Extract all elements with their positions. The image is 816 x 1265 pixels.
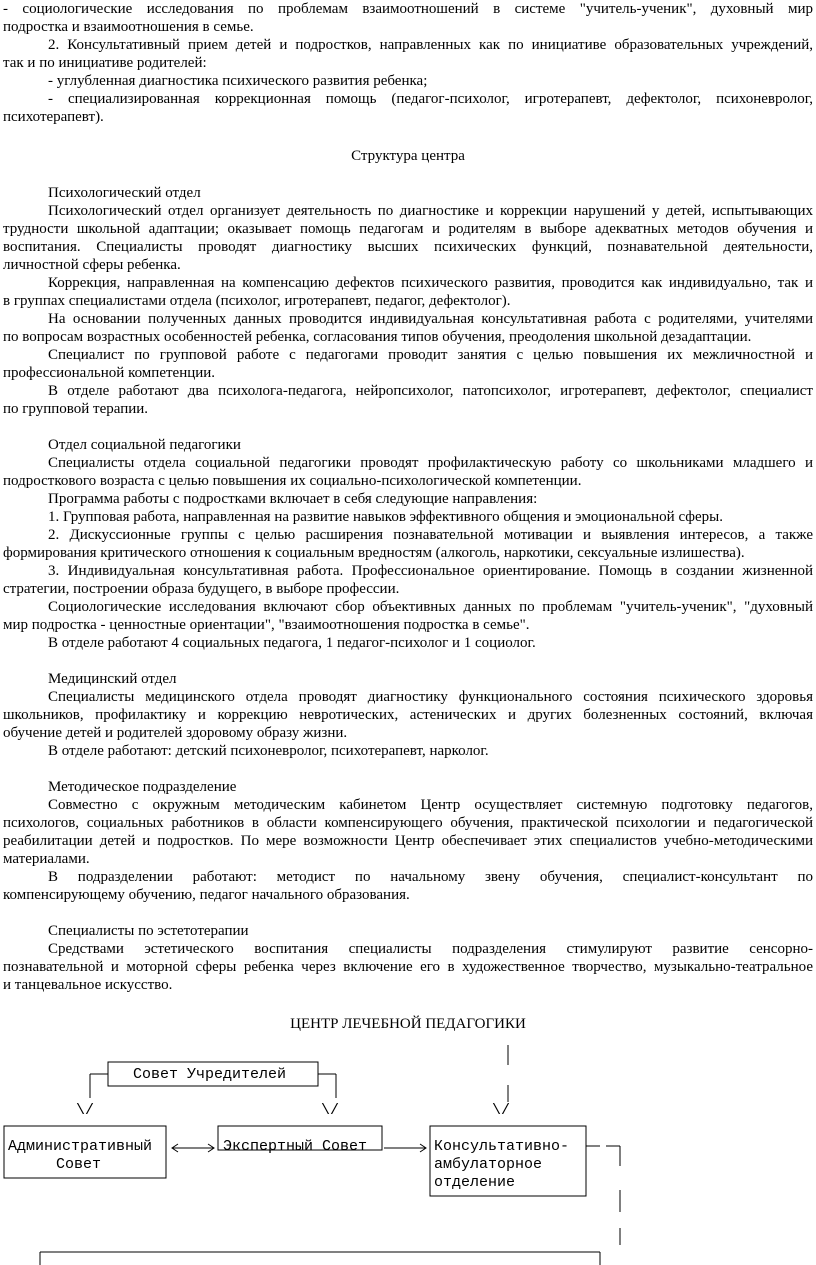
text-line: На основании полученных данных проводится индивидуальная консультативная работа с родителями, учителями (48, 311, 813, 327)
text-line: Средствами эстетического воспитания специалисты подразделения стимулируют развитие сенсорно- (48, 941, 813, 957)
text-line: - углубленная диагностика психического развития ребенка; (48, 73, 428, 89)
text-line: 2. Дискуссионные группы с целью расширения познавательной мотивации и выявления интересов, а также (48, 527, 813, 543)
text-line: В отделе работают: детский психоневролог, психотерапевт, нарколог. (48, 743, 489, 759)
down-arrow-icon: \/ (76, 1102, 95, 1119)
text-line: В отделе работают два психолога-педагога, нейропсихолог, патопсихолог, игротерапевт, дефектолог, специалист (48, 383, 813, 399)
text-line: - социологические исследования по проблемам взаимоотношений в системе "учитель-ученик", духовный мир (3, 1, 813, 17)
text-line: Социологические исследования включают сбор объективных данных по проблемам "учитель-ученик", "духовный (48, 599, 813, 615)
text-line: компенсирующему обучению, педагог начального образования. (3, 887, 410, 903)
consult-department-box-line2: амбулаторное (434, 1156, 543, 1173)
consult-department-box-line1: Консультативно- (434, 1138, 570, 1155)
text-line: личностной сферы ребенка. (3, 257, 181, 273)
text-line: В отделе работают 4 социальных педагога, 1 педагог-психолог и 1 социолог. (48, 635, 536, 651)
text-line: 1. Групповая работа, направленная на развитие навыков эффективного общения и эмоциональной сферы. (48, 509, 723, 525)
text-line: познавательной и моторной сферы ребенка через включение его в художественное творчество, музыкально-театральное (3, 959, 813, 975)
text-line: 3. Индивидуальная консультативная работа. Профессиональное ориентирование. Помощь в создании жизненной (48, 563, 813, 579)
text-line: реабилитации детей и подростков. По мере возможности Центр обеспечивает этих специалистов учебно-методическими (3, 833, 813, 849)
text-line: воспитания. Специалисты проводят диагностику высших психических функций, познавательной деятельности, (3, 239, 813, 255)
text-line: 2. Консультативный прием детей и подростков, направленных как по инициативе образовательных учреждений, (48, 37, 813, 53)
text-line: Специалисты отдела социальной педагогики проводят профилактическую работу со школьниками младшего и (48, 455, 813, 471)
section-title: Структура центра (351, 148, 465, 164)
text-line: Программа работы с подростками включает в себя следующие направления: (48, 491, 538, 507)
text-line: Специалист по групповой работе с педагогами проводит занятия с целью повышения их межличностной и (48, 347, 813, 363)
text-line: формирования критического отношения к социальным вредностям (алкоголь, наркотики, сексуальные излишества). (3, 545, 745, 561)
section-heading: Специалисты по эстетотерапии (48, 923, 249, 939)
text-line: психологов, социальных работников в области компенсирующего обучения, практической психологии и педагогической (3, 815, 813, 831)
text-line: психотерапевт). (3, 109, 104, 125)
consult-department-box-line3: отделение (434, 1174, 516, 1191)
text-line: по групповой терапии. (3, 401, 149, 417)
section-heading: Методическое подразделение (48, 779, 237, 795)
text-line: - специализированная коррекционная помощь (педагог-психолог, игротерапевт, дефектолог, психоневролог, (48, 91, 813, 107)
text-line: подростка и взаимоотношения в семье. (3, 19, 254, 35)
text-line: В подразделении работают: методист по начальному звену обучения, специалист-консультант по (48, 869, 813, 885)
text-line: трудности школьной адаптации; оказывает помощь педагогам и родителям в выборе адекватных методов обучения и (3, 221, 813, 237)
down-arrow-icon: \/ (492, 1102, 511, 1119)
text-line: школьников, профилактику и коррекцию невротических, астенических и других болезненных состояний, включая (3, 707, 813, 723)
founders-council-box: Совет Учредителей (133, 1066, 287, 1083)
text-line: Психологический отдел организует деятельность по диагностике и коррекции нарушений у детей, испытывающих (48, 203, 813, 219)
text-line: обучение детей и родителей здоровому образу жизни. (3, 725, 348, 741)
text-line: в группах специалистами отдела (психолог, игротерапевт, педагог, дефектолог). (3, 293, 511, 309)
org-chart (0, 1040, 816, 1265)
text-line: стратегии, построении образа будущего, в выборе профессии. (3, 581, 400, 597)
text-line: материалами. (3, 851, 90, 867)
text-line: мир подростка - ценностные ориентации", "взаимоотношения подростка в семье". (3, 617, 530, 633)
section-heading: Медицинский отдел (48, 671, 177, 687)
expert-council-box: Экспертный Совет (223, 1138, 368, 1155)
down-arrow-icon: \/ (321, 1102, 340, 1119)
text-line: так и по инициативе родителей: (3, 55, 207, 71)
admin-council-box-line1: Административный (8, 1138, 153, 1155)
section-heading: Психологический отдел (48, 185, 201, 201)
text-line: и танцевальное искусство. (3, 977, 173, 993)
diagram-title: ЦЕНТР ЛЕЧЕБНОЙ ПЕДАГОГИКИ (290, 1016, 526, 1032)
section-heading: Отдел социальной педагогики (48, 437, 241, 453)
text-line: Коррекция, направленная на компенсацию дефектов психического развития, проводится как индивидуально, так и (48, 275, 813, 291)
text-line: профессиональной компетенции. (3, 365, 216, 381)
text-line: подросткового возраста с целью повышения их социально-психологической компетенции. (3, 473, 582, 489)
admin-council-box-line2: Совет (56, 1156, 102, 1173)
text-line: по вопросам возрастных особенностей ребенка, согласования типов обучения, преодоления школьной дезадаптации. (3, 329, 752, 345)
text-line: Специалисты медицинского отдела проводят диагностику функционального состояния психического здоровья (48, 689, 813, 705)
text-line: Совместно с окружным методическим кабинетом Центр осуществляет системную подготовку педагогов, (48, 797, 813, 813)
